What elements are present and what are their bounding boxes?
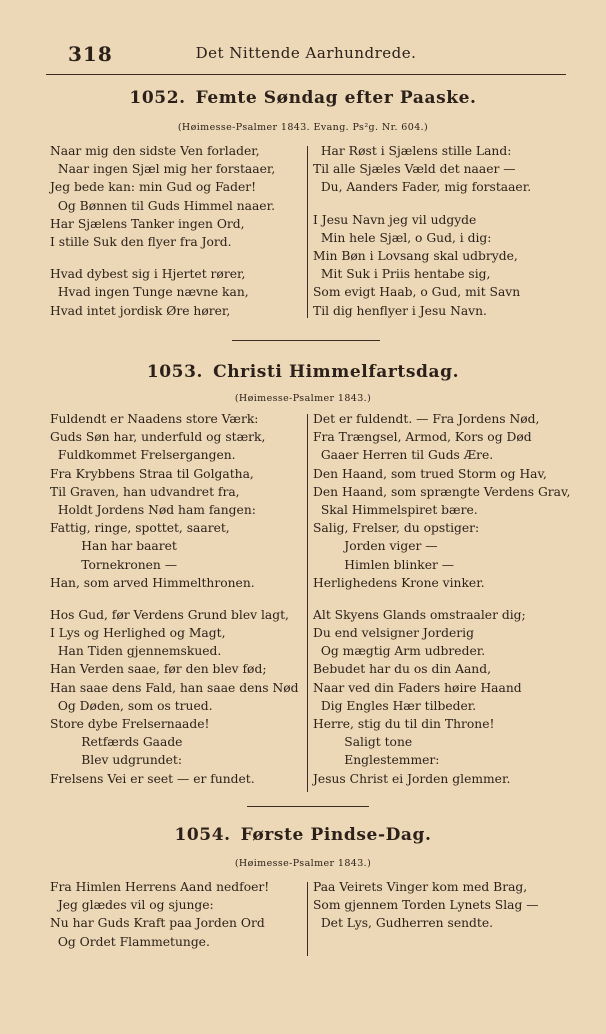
- stanza-break: [50, 592, 299, 606]
- hymn-source: (Høimesse-Psalmer 1843.): [234, 858, 372, 869]
- verse-line: Hvad intet jordisk Øre hører,: [50, 303, 231, 318]
- verse-line: Og mægtig Arm udbreder.: [313, 644, 486, 659]
- page-number: 318: [68, 42, 113, 66]
- verse-line: Himlen blinker —: [313, 557, 455, 572]
- verse-line: Nu har Guds Kraft paa Jorden Ord: [50, 916, 265, 931]
- verse-line: Mit Suk i Priis hentabe sig,: [313, 267, 491, 282]
- verse-line: Naar mig den sidste Ven forlader,: [50, 144, 260, 158]
- verse-line: Fattig, ringe, spottet, saaret,: [50, 521, 230, 536]
- verse-line: Han saae dens Fald, han saae dens Nød: [50, 680, 299, 695]
- stanza-break: [313, 197, 531, 211]
- verse-line: Jeg bede kan: min Gud og Fader!: [50, 180, 257, 195]
- verse-line: I Lys og Herlighed og Magt,: [50, 626, 226, 641]
- hymn-number: 1052.: [129, 88, 186, 108]
- hymn-title-1053: [0, 362, 606, 382]
- column-divider: [307, 414, 308, 792]
- verse-line: Han har baaret: [50, 539, 177, 554]
- verse-line: Og Bønnen til Guds Himmel naaer.: [50, 198, 276, 213]
- column-divider: [307, 146, 308, 318]
- verse-line: Jesus Christ ei Jorden glemmer.: [313, 771, 511, 786]
- verse-line: Tornekronen —: [50, 557, 178, 572]
- hymn-number: 1053.: [146, 362, 204, 382]
- verse-line: Bebudet har du os din Aand,: [313, 662, 492, 677]
- verse-line: Blev udgrundet:: [50, 753, 182, 768]
- column-divider: [307, 882, 308, 956]
- verse-line: Den Haand, som sprængte Verdens Grav,: [313, 484, 571, 499]
- verse-line: Det er fuldendt. — Fra Jordens Nød,: [313, 412, 540, 426]
- verse-line: Naar ingen Sjæl mig her forstaaer,: [50, 162, 276, 177]
- verse-line: I Jesu Navn jeg vil udgyde: [313, 212, 477, 227]
- verse-line: Fra Krybbens Straa til Golgatha,: [50, 466, 254, 481]
- verse-line: Skal Himmelspiret bære.: [313, 502, 478, 517]
- verse-line: Salig, Frelser, du opstiger:: [313, 521, 480, 536]
- verse-line: Det Lys, Gudherren sendte.: [313, 916, 494, 931]
- hymn-1053-right-column: [313, 410, 570, 788]
- hymn-source: (Høimesse-Psalmer 1843.): [234, 393, 372, 404]
- verse-line: Hos Gud, før Verdens Grund blev lagt,: [50, 607, 289, 622]
- verse-line: Hvad dybest sig i Hjertet rører,: [50, 267, 246, 282]
- hymn-name: Femte Søndag efter Paaske.: [195, 88, 477, 108]
- verse-line: Dig Engles Hær tilbeder.: [313, 698, 477, 713]
- verse-line: Holdt Jordens Nød ham fangen:: [50, 502, 256, 517]
- hymn-source: (Høimesse-Psalmer 1843. Evang. Ps²g. Nr. 604.): [177, 122, 429, 133]
- verse-line: Til Graven, han udvandret fra,: [50, 484, 240, 499]
- hymn-1054-right-column: [313, 878, 539, 933]
- verse-line: Alt Skyens Glands omstraaler dig;: [313, 607, 526, 622]
- verse-line: Retfærds Gaade: [50, 735, 183, 750]
- verse-line: Frelsens Vei er seet — er fundet.: [50, 771, 255, 786]
- verse-line: Og Ordet Flammetunge.: [50, 934, 210, 949]
- stanza-break: [313, 592, 570, 606]
- verse-line: Til alle Sjæles Væld det naaer —: [313, 162, 516, 177]
- verse-line: Englestemmer:: [313, 753, 440, 768]
- verse-line: Til dig henflyer i Jesu Navn.: [313, 303, 487, 318]
- verse-line: Den Haand, som trued Storm og Hav,: [313, 466, 547, 481]
- hymn-1053-left-column: [50, 410, 299, 788]
- verse-line: Herlighedens Krone vinker.: [313, 575, 485, 590]
- stanza-break: [50, 251, 275, 265]
- verse-line: Du, Aanders Fader, mig forstaaer.: [313, 180, 532, 195]
- page-header: [46, 30, 566, 75]
- verse-line: Fra Trængsel, Armod, Kors og Død: [313, 430, 532, 445]
- verse-line: Han, som arved Himmelthronen.: [50, 575, 255, 590]
- verse-line: Paa Veirets Vinger kom med Brag,: [313, 880, 528, 894]
- hymn-title-1052: [0, 88, 606, 108]
- verse-line: Som evigt Haab, o Gud, mit Savn: [313, 285, 521, 300]
- verse-line: Fuldkommet Frelsergangen.: [50, 448, 236, 463]
- hymn-title-1054: [0, 825, 606, 845]
- verse-line: Han Tiden gjennemskued.: [50, 644, 222, 659]
- verse-line: Guds Søn har, underfuld og stærk,: [50, 430, 266, 445]
- verse-line: Du end velsigner Jorderig: [313, 626, 474, 641]
- hymn-number: 1054.: [174, 825, 231, 845]
- verse-line: Saligt tone: [313, 735, 413, 750]
- verse-line: I stille Suk den flyer fra Jord.: [50, 234, 232, 249]
- verse-line: Herre, stig du til din Throne!: [313, 717, 495, 731]
- running-title: Det Nittende Aarhundrede.: [195, 44, 417, 62]
- verse-line: Som gjennem Torden Lynets Slag —: [313, 898, 539, 913]
- verse-line: Han Verden saae, før den blev fød;: [50, 662, 267, 677]
- verse-line: Store dybe Frelsernaade!: [50, 717, 210, 731]
- verse-line: Og Døden, som os trued.: [50, 698, 213, 713]
- hymn-name: Christi Himmelfartsdag.: [213, 362, 460, 382]
- verse-line: Fuldendt er Naadens store Værk:: [50, 412, 259, 426]
- verse-line: Hvad ingen Tunge nævne kan,: [50, 285, 249, 300]
- hymn-1052-right-column: [313, 142, 531, 320]
- verse-line: Gaaer Herren til Guds Ære.: [313, 448, 494, 463]
- verse-line: Min hele Sjæl, o Gud, i dig:: [313, 230, 492, 245]
- verse-line: Naar ved din Faders høire Haand: [313, 680, 522, 695]
- verse-line: Jorden viger —: [313, 539, 438, 554]
- verse-line: Jeg glædes vil og sjunge:: [50, 898, 214, 913]
- hymn-1052-left-column: [50, 142, 275, 320]
- section-rule: [247, 806, 369, 807]
- section-rule: [232, 340, 380, 341]
- hymn-name: Første Pindse-Dag.: [240, 825, 432, 845]
- verse-line: Min Bøn i Lovsang skal udbryde,: [313, 248, 518, 263]
- verse-line: Har Røst i Sjælens stille Land:: [313, 144, 512, 158]
- verse-line: Fra Himlen Herrens Aand nedfoer!: [50, 880, 270, 894]
- hymn-1054-left-column: [50, 878, 269, 951]
- verse-line: Har Sjælens Tanker ingen Ord,: [50, 216, 245, 231]
